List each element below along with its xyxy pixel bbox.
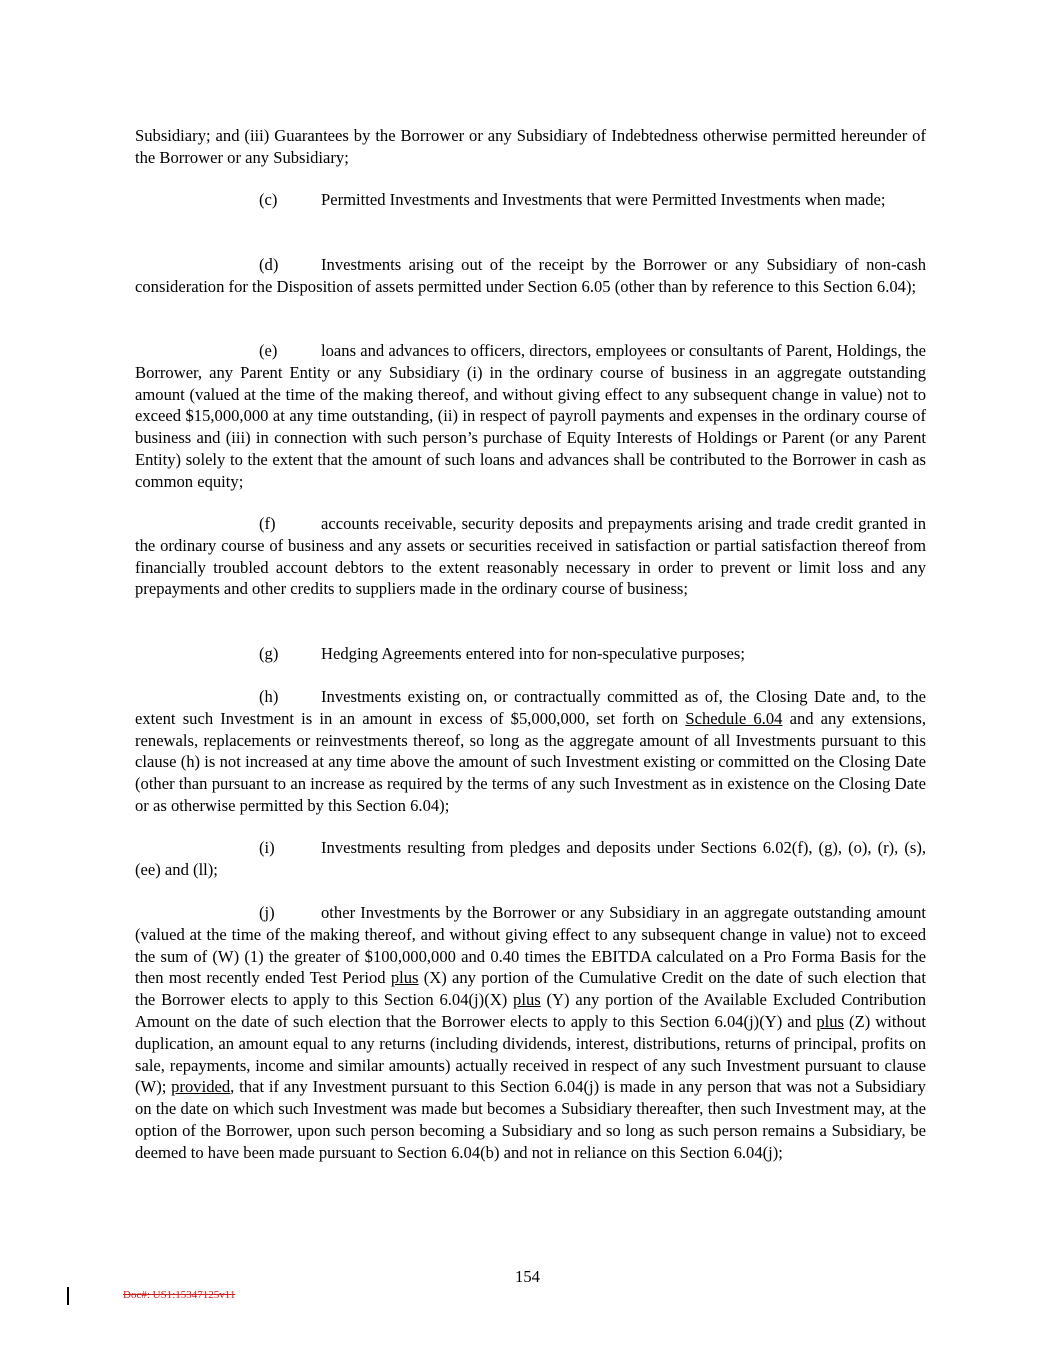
underlined-term-plus: plus	[513, 990, 541, 1010]
clause-text-j-3: (Y) any portion of the Available Excluded Contribution Amount on the date of such election that the Borrower elects to apply to this Section 6.04(j)(Y) and	[135, 990, 927, 1031]
clause-text-e: loans and advances to officers, directors, employees or consultants of Parent, Holdings, the Borrower, any Parent Entity or any Subsidiary (i) in the ordinary course of business in an aggregate outstanding amount (valued at the time of the making thereof, and without giving effect to any subsequent change in value) not to exceed $15,000,000 at any time outstanding, (ii) in respect of payroll payments and expenses in the ordinary course of business and (iii) in connection with such person’s purchase of Equity Interests of Holdings or Parent (or any Parent Entity) solely to the extent that the amount of such loans and advances shall be contributed to the Borrower in cash as common equity;	[135, 341, 926, 491]
paragraph-h	[135, 686, 926, 817]
clause-text-d: Investments arising out of the receipt by the Borrower or any Subsidiary of non-cash consideration for the Disposition of assets permitted under Section 6.05 (other than by reference to this Section 6.04);	[135, 255, 926, 296]
page-number: 154	[515, 1267, 540, 1286]
paragraph-intro: Subsidiary; and (iii) Guarantees by the Borrower or any Subsidiary of Indebtedness otherwise permitted hereunder of the Borrower or any Subsidiary;	[135, 126, 926, 167]
clause-label-c: (c)	[259, 190, 278, 209]
underlined-term-plus: plus	[390, 968, 419, 988]
clause-label-g: (g)	[259, 644, 279, 663]
schedule-reference: Schedule 6.04	[685, 708, 783, 728]
paragraph-d	[135, 254, 926, 298]
clause-label-i: (i)	[259, 838, 275, 857]
clause-text-f: accounts receivable, security deposits and prepayments arising and trade credit granted in the ordinary course of business and any assets or securities received in satisfaction or partial satisfaction thereof from financially troubled account debtors to the extent reasonably necessary in order to prevent or limit loss and any prepayments and other credits to suppliers made in the ordinary course of business;	[135, 514, 926, 599]
clause-text-j-1: other Investments by the Borrower or any Subsidiary in an aggregate outstanding amount (valued at the time of the making thereof, and without giving effect to any subsequent change in value) not to exceed the sum of (W) (1) the greater of $100,000,000 and 0.40 times the EBITDA calculated on a Pro Forma Basis for the then most recently ended Test Period	[135, 903, 926, 988]
clause-text-c: Permitted Investments and Investments that were Permitted Investments when made;	[321, 190, 886, 209]
clause-text-j-4: (Z) without duplication, an amount equal to any returns (including dividends, interest, distributions, returns of principal, profits on sale, repayments, income and similar amounts) actually received in respect of any such Investment pursuant to clause (W);	[135, 1011, 926, 1097]
underlined-term-plus: plus	[816, 1011, 844, 1031]
clause-text-h-1: Investments existing on, or contractually committed as of, the Closing Date and, to the extent such Investment is in an amount in excess of $5,000,000, set forth on	[135, 687, 926, 728]
underlined-term-provided: provided	[171, 1077, 231, 1097]
clause-text-j-2: (X) any portion of the Cumulative Credit on the date of such election that the Borrower elects to apply to this Section 6.04(j)(X)	[135, 968, 926, 1010]
clause-text-j-5: , that if any Investment pursuant to this Section 6.04(j) is made in any person that was not a Subsidiary on the date on which such Investment was made but becomes a Subsidiary thereafter, then such Investment may, at the option of the Borrower, upon such person becoming a Subsidiary and so long as such person remains a Subsidiary, be deemed to have been made pursuant to Section 6.04(b) and not in reliance on this Section 6.04(j);	[135, 1077, 926, 1162]
paragraph-j	[135, 902, 926, 1164]
clause-text-g: Hedging Agreements entered into for non-speculative purposes;	[321, 644, 745, 663]
clause-label-j: (j)	[259, 903, 275, 922]
paragraph-i	[135, 837, 926, 881]
footer-document-id: Doc#: US1:15347125v11	[123, 1289, 236, 1301]
revision-bar	[67, 1287, 69, 1305]
clause-text-i: Investments resulting from pledges and deposits under Sections 6.02(f), (g), (o), (r), (s), (ee) and (ll);	[135, 838, 926, 879]
clause-text-h-2: and any extensions, renewals, replacements or reinvestments thereof, so long as the aggregate amount of all Investments pursuant to this clause (h) is not increased at any time above the amount of such Investment existing or committed on the Closing Date (other than pursuant to an increase as required by the terms of any such Investment as in existence on the Closing Date or as otherwise permitted by this Section 6.04);	[135, 708, 926, 815]
paragraph-c	[135, 189, 926, 211]
clause-label-e: (e)	[259, 341, 278, 360]
clause-label-d: (d)	[259, 255, 279, 274]
paragraph-f	[135, 513, 926, 600]
clause-label-f: (f)	[259, 514, 276, 533]
paragraph-g	[135, 643, 926, 665]
paragraph-e	[135, 340, 926, 493]
clause-label-h: (h)	[259, 687, 279, 706]
